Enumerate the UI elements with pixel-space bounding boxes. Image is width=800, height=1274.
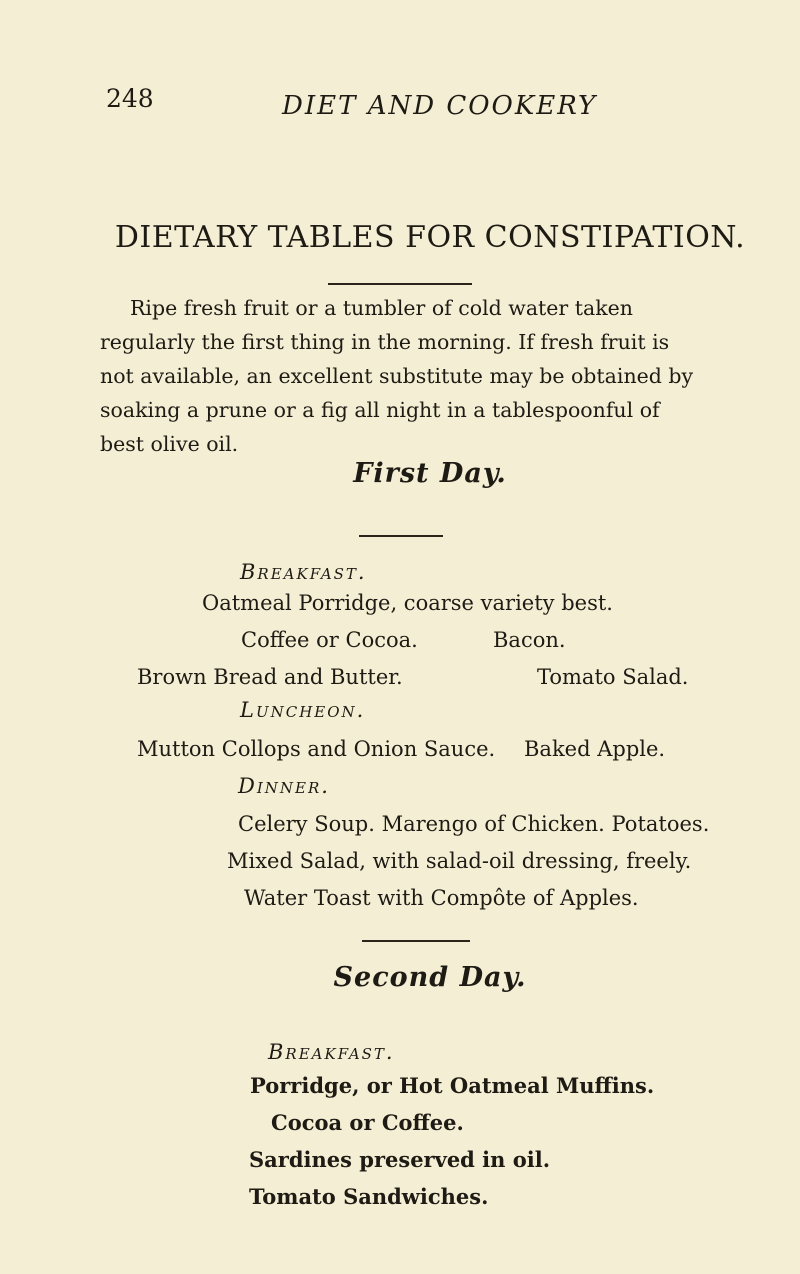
running-head: DIET AND COOKERY xyxy=(282,91,598,121)
first-day-breakfast-line: Brown Bread and Butter. xyxy=(137,665,403,689)
intro-line: not available, an excellent substitute may be obtained by xyxy=(100,364,694,388)
first-day-breakfast-line: Bacon. xyxy=(493,628,566,652)
first-day-rule xyxy=(359,535,443,537)
first-day-breakfast-line: Tomato Salad. xyxy=(537,665,689,689)
first-day-dinner-line: Celery Soup. Marengo of Chicken. Potatoes. xyxy=(238,812,710,836)
first-day-breakfast-heading: Breakfast. xyxy=(240,560,367,584)
first-day-dinner-line: Mixed Salad, with salad-oil dressing, freely. xyxy=(227,849,692,873)
intro-line: best olive oil. xyxy=(100,432,239,456)
second-day-breakfast-heading: Breakfast. xyxy=(268,1040,395,1064)
second-day-rule xyxy=(362,940,470,942)
page-number: 248 xyxy=(106,84,154,113)
first-day-breakfast-line: Oatmeal Porridge, coarse variety best. xyxy=(202,591,613,615)
second-day-breakfast-line: Cocoa or Coffee. xyxy=(271,1110,464,1135)
first-day-dinner-line: Water Toast with Compôte of Apples. xyxy=(244,886,639,910)
first-day-breakfast-line: Coffee or Cocoa. xyxy=(241,628,418,652)
second-day-breakfast-line: Tomato Sandwiches. xyxy=(249,1184,489,1209)
second-day-heading: Second Day. xyxy=(333,962,527,993)
page-title: DIETARY TABLES FOR CONSTIPATION. xyxy=(114,220,746,255)
intro-line: regularly the first thing in the morning. If fresh fruit is xyxy=(100,330,670,354)
intro-line: soaking a prune or a fig all night in a tablespoonful of xyxy=(100,398,660,422)
intro-line: Ripe fresh fruit or a tumbler of cold water taken xyxy=(130,296,633,320)
intro-paragraph xyxy=(100,291,760,461)
first-day-luncheon-heading: Luncheon. xyxy=(240,698,366,722)
first-day-dinner-heading: Dinner. xyxy=(238,774,330,798)
first-day-luncheon-line: Mutton Collops and Onion Sauce. xyxy=(137,737,496,761)
second-day-breakfast-line: Porridge, or Hot Oatmeal Muffins. xyxy=(250,1073,655,1098)
second-day-breakfast-line: Sardines preserved in oil. xyxy=(249,1147,551,1172)
first-day-luncheon-line: Baked Apple. xyxy=(524,737,666,761)
title-rule xyxy=(328,283,472,285)
first-day-heading: First Day. xyxy=(353,458,507,489)
